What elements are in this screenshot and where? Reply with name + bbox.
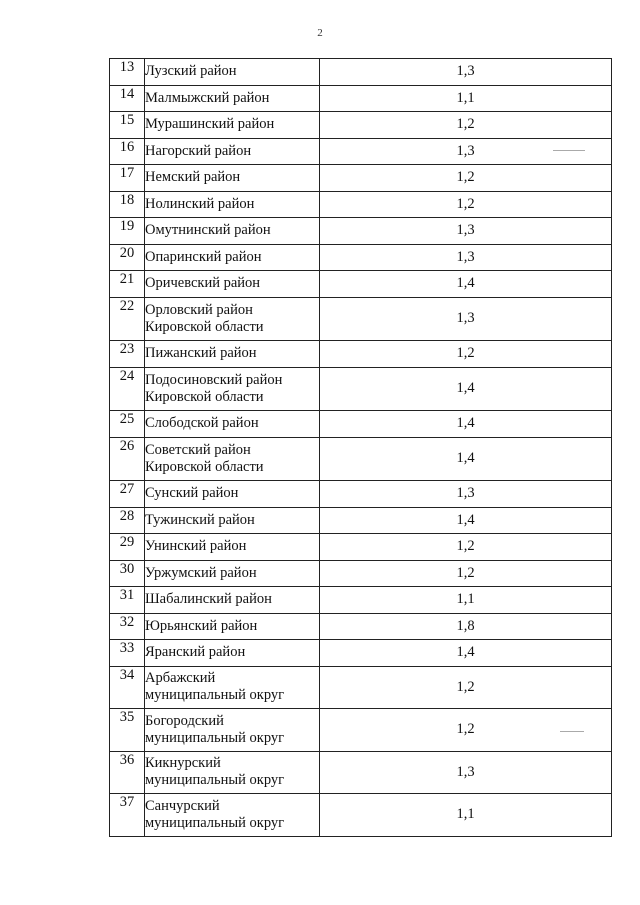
row-number: 37 bbox=[110, 794, 145, 837]
table-row bbox=[110, 613, 612, 640]
table-row bbox=[110, 560, 612, 587]
district-name bbox=[145, 794, 320, 837]
table-row bbox=[110, 297, 612, 341]
row-number: 28 bbox=[110, 507, 145, 534]
district-name-line: Слободской район bbox=[145, 415, 259, 432]
district-name bbox=[145, 85, 320, 112]
coefficient-value: 1,3 bbox=[320, 218, 612, 245]
district-name bbox=[145, 666, 320, 709]
district-name-line: Мурашинский район bbox=[145, 116, 275, 133]
coefficient-table bbox=[109, 58, 612, 837]
coefficient-value: 1,2 bbox=[320, 341, 612, 368]
table-row bbox=[110, 85, 612, 112]
district-name-line: Нагорский район bbox=[145, 142, 252, 159]
district-name-line: Советский район bbox=[145, 441, 251, 458]
district-name-line: Тужинский район bbox=[145, 511, 255, 528]
district-name bbox=[145, 751, 320, 794]
district-name-line: Юрьянский район bbox=[145, 617, 258, 634]
coefficient-value: 1,3 bbox=[320, 751, 612, 794]
row-number: 13 bbox=[110, 59, 145, 86]
scan-artifact bbox=[553, 150, 585, 151]
row-number: 35 bbox=[110, 709, 145, 752]
table-row bbox=[110, 751, 612, 794]
district-name-line: Немский район bbox=[145, 169, 241, 186]
district-name bbox=[145, 507, 320, 534]
row-number: 18 bbox=[110, 191, 145, 218]
table-row bbox=[110, 165, 612, 192]
district-name-line: Нолинский район bbox=[145, 195, 255, 212]
row-number: 24 bbox=[110, 367, 145, 411]
coefficient-value: 1,2 bbox=[320, 534, 612, 561]
district-name-line: Омутнинский район bbox=[145, 222, 271, 239]
district-name bbox=[145, 191, 320, 218]
table-row bbox=[110, 709, 612, 752]
district-name-line: муниципальный округ bbox=[145, 814, 285, 831]
table-body bbox=[110, 59, 612, 837]
district-name-line: Опаринский район bbox=[145, 248, 262, 265]
district-name-line: муниципальный округ bbox=[145, 772, 285, 789]
coefficient-value: 1,4 bbox=[320, 640, 612, 667]
table-row bbox=[110, 794, 612, 837]
coefficient-value: 1,4 bbox=[320, 367, 612, 411]
district-name bbox=[145, 165, 320, 192]
row-number: 32 bbox=[110, 613, 145, 640]
row-number: 27 bbox=[110, 481, 145, 508]
district-name-line: Унинский район bbox=[145, 538, 247, 555]
row-number: 29 bbox=[110, 534, 145, 561]
district-name-line: Пижанский район bbox=[145, 345, 257, 362]
coefficient-value: 1,2 bbox=[320, 666, 612, 709]
coefficient-value: 1,1 bbox=[320, 794, 612, 837]
coefficient-value: 1,4 bbox=[320, 411, 612, 438]
district-name bbox=[145, 613, 320, 640]
table-row bbox=[110, 666, 612, 709]
coefficient-value: 1,3 bbox=[320, 59, 612, 86]
district-name-line: Арбажский bbox=[145, 670, 216, 687]
row-number: 14 bbox=[110, 85, 145, 112]
district-name bbox=[145, 709, 320, 752]
district-name-line: Оричевский район bbox=[145, 275, 261, 292]
row-number: 33 bbox=[110, 640, 145, 667]
district-name-line: Яранский район bbox=[145, 644, 246, 661]
coefficient-value: 1,2 bbox=[320, 191, 612, 218]
district-name-line: Сунский район bbox=[145, 485, 239, 502]
table-row bbox=[110, 138, 612, 165]
district-name bbox=[145, 112, 320, 139]
row-number: 20 bbox=[110, 244, 145, 271]
table-row bbox=[110, 437, 612, 481]
district-name bbox=[145, 560, 320, 587]
table-row bbox=[110, 271, 612, 298]
district-name-line: Уржумский район bbox=[145, 564, 257, 581]
coefficient-value: 1,2 bbox=[320, 165, 612, 192]
coefficient-value: 1,4 bbox=[320, 437, 612, 481]
coefficient-value: 1,3 bbox=[320, 297, 612, 341]
coefficient-value: 1,8 bbox=[320, 613, 612, 640]
coefficient-value: 1,2 bbox=[320, 560, 612, 587]
row-number: 22 bbox=[110, 297, 145, 341]
district-name bbox=[145, 59, 320, 86]
row-number: 36 bbox=[110, 751, 145, 794]
table-row bbox=[110, 341, 612, 368]
coefficient-value: 1,3 bbox=[320, 138, 612, 165]
district-name-line: муниципальный округ bbox=[145, 729, 285, 746]
row-number: 25 bbox=[110, 411, 145, 438]
table-row bbox=[110, 191, 612, 218]
district-name bbox=[145, 367, 320, 411]
district-name-line: Кировской области bbox=[145, 318, 264, 335]
district-name bbox=[145, 297, 320, 341]
district-name bbox=[145, 218, 320, 245]
district-name-line: Подосиновский район bbox=[145, 371, 283, 388]
district-name bbox=[145, 244, 320, 271]
table-row bbox=[110, 59, 612, 86]
district-name bbox=[145, 534, 320, 561]
row-number: 21 bbox=[110, 271, 145, 298]
table-row bbox=[110, 507, 612, 534]
row-number: 26 bbox=[110, 437, 145, 481]
coefficient-value: 1,2 bbox=[320, 709, 612, 752]
row-number: 15 bbox=[110, 112, 145, 139]
district-name-line: Лузский район bbox=[145, 63, 237, 80]
table-row bbox=[110, 218, 612, 245]
table-row bbox=[110, 411, 612, 438]
district-name bbox=[145, 341, 320, 368]
row-number: 17 bbox=[110, 165, 145, 192]
scan-artifact bbox=[560, 731, 584, 732]
district-name-line: муниципальный округ bbox=[145, 687, 285, 704]
page-number: 2 bbox=[317, 27, 323, 39]
table-row bbox=[110, 244, 612, 271]
table-row bbox=[110, 587, 612, 614]
coefficient-value: 1,4 bbox=[320, 271, 612, 298]
row-number: 34 bbox=[110, 666, 145, 709]
row-number: 23 bbox=[110, 341, 145, 368]
table-row bbox=[110, 367, 612, 411]
coefficient-value: 1,3 bbox=[320, 244, 612, 271]
district-name-line: Кировской области bbox=[145, 388, 264, 405]
coefficient-value: 1,3 bbox=[320, 481, 612, 508]
row-number: 30 bbox=[110, 560, 145, 587]
district-name bbox=[145, 271, 320, 298]
row-number: 31 bbox=[110, 587, 145, 614]
district-name bbox=[145, 138, 320, 165]
district-name-line: Санчурский bbox=[145, 797, 220, 814]
table-row bbox=[110, 481, 612, 508]
district-name-line: Кикнурский bbox=[145, 755, 221, 772]
coefficient-value: 1,1 bbox=[320, 587, 612, 614]
district-name-line: Малмыжский район bbox=[145, 89, 270, 106]
district-name-line: Орловский район bbox=[145, 301, 253, 318]
district-name bbox=[145, 437, 320, 481]
district-name-line: Кировской области bbox=[145, 458, 264, 475]
table-row bbox=[110, 534, 612, 561]
coefficient-value: 1,4 bbox=[320, 507, 612, 534]
coefficient-value: 1,1 bbox=[320, 85, 612, 112]
table-row bbox=[110, 640, 612, 667]
table-row bbox=[110, 112, 612, 139]
district-name bbox=[145, 411, 320, 438]
district-name-line: Богородский bbox=[145, 712, 224, 729]
row-number: 19 bbox=[110, 218, 145, 245]
district-name bbox=[145, 640, 320, 667]
district-name bbox=[145, 481, 320, 508]
district-name-line: Шабалинский район bbox=[145, 591, 272, 608]
row-number: 16 bbox=[110, 138, 145, 165]
district-name bbox=[145, 587, 320, 614]
coefficient-value: 1,2 bbox=[320, 112, 612, 139]
